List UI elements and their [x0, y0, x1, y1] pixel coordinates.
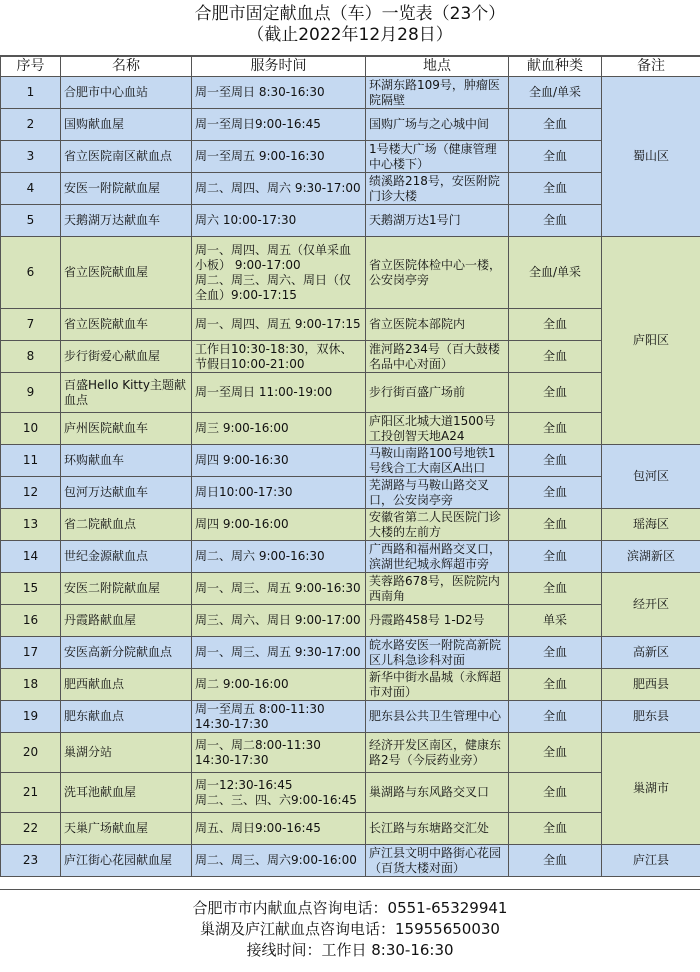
- point-location: 安徽省第二人民医院门诊大楼的左前方: [366, 509, 509, 541]
- service-time: 周四 9:00-16:00: [192, 509, 366, 541]
- service-time: 周二 9:00-16:00: [192, 669, 366, 701]
- table-row: [1, 669, 700, 701]
- point-location: 庐阳区北城大道1500号工投创智天地A24: [366, 413, 509, 445]
- district-cell: 庐阳区: [602, 237, 700, 445]
- service-time: 周一、周三、周五 9:00-16:30: [192, 573, 366, 605]
- donation-type: 全血: [509, 733, 602, 773]
- point-location: 芜湖路与马鞍山路交叉口，公安岗亭旁: [366, 477, 509, 509]
- table-row: [1, 541, 700, 573]
- donation-type: 全血: [509, 813, 602, 845]
- service-time: 周一、周二8:00-11:30 14:30-17:30: [192, 733, 366, 773]
- row-number: 19: [1, 701, 61, 733]
- donation-type: 全血: [509, 541, 602, 573]
- district-cell: 肥西县: [602, 669, 700, 701]
- row-number: 20: [1, 733, 61, 773]
- point-name: 世纪金源献血点: [61, 541, 192, 573]
- donation-type: 全血: [509, 445, 602, 477]
- row-number: 9: [1, 373, 61, 413]
- point-location: 步行街百盛广场前: [366, 373, 509, 413]
- row-number: 7: [1, 309, 61, 341]
- point-name: 安医高新分院献血点: [61, 637, 192, 669]
- row-number: 14: [1, 541, 61, 573]
- donation-type: 全血: [509, 669, 602, 701]
- service-time: 工作日10:30-18:30，双休、节假日10:00-21:00: [192, 341, 366, 373]
- donation-points-table: [0, 56, 700, 877]
- table-row: [1, 109, 700, 141]
- point-location: 巢湖路与东风路交叉口: [366, 773, 509, 813]
- donation-type: 全血: [509, 173, 602, 205]
- point-location: 国购广场与之心城中间: [366, 109, 509, 141]
- district-cell: 庐江县: [602, 845, 700, 877]
- point-name: 庐州医院献血车: [61, 413, 192, 445]
- table-row: [1, 773, 700, 813]
- service-time: 周一、周三、周五 9:30-17:00: [192, 637, 366, 669]
- table-row: [1, 77, 700, 109]
- table-row: [1, 205, 700, 237]
- table-row: [1, 237, 700, 309]
- point-name: 肥东献血点: [61, 701, 192, 733]
- donation-type: 全血/单采: [509, 77, 602, 109]
- table-row: [1, 373, 700, 413]
- service-time: 周二、周三、周六9:00-16:00: [192, 845, 366, 877]
- point-location: 省立医院本部院内: [366, 309, 509, 341]
- donation-type: 全血: [509, 477, 602, 509]
- service-time: 周二、周四、周六 9:30-17:00: [192, 173, 366, 205]
- row-number: 15: [1, 573, 61, 605]
- point-location: 1号楼大广场（健康管理中心楼下）: [366, 141, 509, 173]
- district-cell: 肥东县: [602, 701, 700, 733]
- point-location: 天鹅湖万达1号门: [366, 205, 509, 237]
- row-number: 11: [1, 445, 61, 477]
- row-number: 1: [1, 77, 61, 109]
- table-row: [1, 309, 700, 341]
- row-number: 17: [1, 637, 61, 669]
- district-cell: 高新区: [602, 637, 700, 669]
- table-row: [1, 701, 700, 733]
- point-name: 庐江街心花园献血屋: [61, 845, 192, 877]
- table-row: [1, 605, 700, 637]
- point-name: 省二院献血点: [61, 509, 192, 541]
- point-location: 新华中街水晶城（永辉超市对面）: [366, 669, 509, 701]
- point-name: 步行街爱心献血屋: [61, 341, 192, 373]
- col-header-name: 名称: [61, 57, 192, 77]
- row-number: 18: [1, 669, 61, 701]
- donation-type: 全血: [509, 773, 602, 813]
- chaohu-lujiang-hotline: 巢湖及庐江献血点咨询电话：15955650030: [200, 920, 500, 938]
- table-row: [1, 413, 700, 445]
- point-location: 环湖东路109号，肿瘤医院隔壁: [366, 77, 509, 109]
- point-location: 广西路和福州路交叉口，滨湖世纪城永辉超市旁: [366, 541, 509, 573]
- donation-type: 全血: [509, 413, 602, 445]
- service-time: 周三、周六、周日 9:00-17:00: [192, 605, 366, 637]
- point-location: 肥东县公共卫生管理中心: [366, 701, 509, 733]
- point-location: 淮河路234号（百大鼓楼名品中心对面）: [366, 341, 509, 373]
- point-name: 天巢广场献血屋: [61, 813, 192, 845]
- donation-type: 全血: [509, 205, 602, 237]
- service-time: 周四 9:00-16:30: [192, 445, 366, 477]
- point-location: 省立医院体检中心一楼，公安岗亭旁: [366, 237, 509, 309]
- row-number: 16: [1, 605, 61, 637]
- donation-type: 全血: [509, 373, 602, 413]
- point-name: 天鹅湖万达献血车: [61, 205, 192, 237]
- donation-type: 全血: [509, 309, 602, 341]
- point-location: 皖水路安医一附院高新院区儿科急诊科对面: [366, 637, 509, 669]
- service-time: 周二、周六 9:00-16:30: [192, 541, 366, 573]
- service-time: 周一、周四、周五 9:00-17:15: [192, 309, 366, 341]
- row-number: 23: [1, 845, 61, 877]
- district-cell: 蜀山区: [602, 77, 700, 237]
- service-time: 周六 10:00-17:30: [192, 205, 366, 237]
- row-number: 2: [1, 109, 61, 141]
- district-cell: 巢湖市: [602, 733, 700, 845]
- col-header-number: 序号: [1, 57, 61, 77]
- donation-type: 全血: [509, 141, 602, 173]
- point-name: 丹霞路献血屋: [61, 605, 192, 637]
- district-cell: 瑶海区: [602, 509, 700, 541]
- service-time: 周一至周日 8:30-16:30: [192, 77, 366, 109]
- row-number: 4: [1, 173, 61, 205]
- page-title: 合肥市固定献血点（车）一览表（23个）: [194, 4, 506, 24]
- point-location: 丹霞路458号 1-D2号: [366, 605, 509, 637]
- row-number: 6: [1, 237, 61, 309]
- donation-type: 全血: [509, 109, 602, 141]
- point-location: 庐江县文明中路街心花园（百货大楼对面）: [366, 845, 509, 877]
- district-cell: 滨湖新区: [602, 541, 700, 573]
- service-time: 周五、周日9:00-16:45: [192, 813, 366, 845]
- point-name: 国购献血屋: [61, 109, 192, 141]
- point-name: 安医一附院献血屋: [61, 173, 192, 205]
- district-cell: 经开区: [602, 573, 700, 637]
- city-hotline: 合肥市市内献血点咨询电话：0551-65329941: [192, 899, 508, 917]
- point-name: 巢湖分站: [61, 733, 192, 773]
- donation-type: 全血/单采: [509, 237, 602, 309]
- contact-footer: [0, 889, 700, 972]
- page-subtitle: （截止2022年12月28日）: [247, 25, 453, 45]
- row-number: 8: [1, 341, 61, 373]
- point-location: 经济开发区南区，健康东路2号（今辰药业旁）: [366, 733, 509, 773]
- col-header-district: 备注: [602, 57, 700, 77]
- point-location: 长江路与东塘路交汇处: [366, 813, 509, 845]
- row-number: 13: [1, 509, 61, 541]
- table-header-row: [1, 57, 700, 77]
- row-number: 10: [1, 413, 61, 445]
- table-row: [1, 477, 700, 509]
- service-time: 周三 9:00-16:00: [192, 413, 366, 445]
- district-cell: 包河区: [602, 445, 700, 509]
- donation-type: 全血: [509, 509, 602, 541]
- point-location: 芙蓉路678号，医院院内西南角: [366, 573, 509, 605]
- point-name: 省立医院献血车: [61, 309, 192, 341]
- row-number: 22: [1, 813, 61, 845]
- table-row: [1, 509, 700, 541]
- point-name: 省立医院南区献血点: [61, 141, 192, 173]
- col-header-type: 献血种类: [509, 57, 602, 77]
- donation-type: 全血: [509, 845, 602, 877]
- table-row: [1, 845, 700, 877]
- point-name: 包河万达献血车: [61, 477, 192, 509]
- point-name: 百盛Hello Kitty主题献血点: [61, 373, 192, 413]
- table-row: [1, 733, 700, 773]
- service-time: 周一、周四、周五（仅单采血小板） 9:00-17:00 周二、周三、周六、周日（仅全血）9:00-17:15: [192, 237, 366, 309]
- donation-type: 全血: [509, 637, 602, 669]
- service-time: 周一至周五 8:00-11:30 14:30-17:30: [192, 701, 366, 733]
- table-row: [1, 141, 700, 173]
- service-time: 周日10:00-17:30: [192, 477, 366, 509]
- table-row: [1, 341, 700, 373]
- service-time: 周一至周五 9:00-16:30: [192, 141, 366, 173]
- donation-type: 全血: [509, 341, 602, 373]
- service-time: 周一至周日 11:00-19:00: [192, 373, 366, 413]
- point-name: 安医二附院献血屋: [61, 573, 192, 605]
- col-header-location: 地点: [366, 57, 509, 77]
- table-row: [1, 573, 700, 605]
- row-number: 21: [1, 773, 61, 813]
- table-row: [1, 445, 700, 477]
- point-name: 洗耳池献血屋: [61, 773, 192, 813]
- point-name: 肥西献血点: [61, 669, 192, 701]
- point-location: 绩溪路218号，安医附院门诊大楼: [366, 173, 509, 205]
- row-number: 3: [1, 141, 61, 173]
- row-number: 12: [1, 477, 61, 509]
- service-time: 周一至周日9:00-16:45: [192, 109, 366, 141]
- point-location: 马鞍山南路100号地铁1号线合工大南区A出口: [366, 445, 509, 477]
- service-hours: 接线时间：工作日 8:30-16:30: [246, 941, 454, 959]
- point-name: 省立医院献血屋: [61, 237, 192, 309]
- table-row: [1, 813, 700, 845]
- donation-type: 全血: [509, 573, 602, 605]
- point-name: 合肥市中心血站: [61, 77, 192, 109]
- point-name: 环购献血车: [61, 445, 192, 477]
- service-time: 周一12:30-16:45 周二、三、四、六9:00-16:45: [192, 773, 366, 813]
- donation-type: 单采: [509, 605, 602, 637]
- row-number: 5: [1, 205, 61, 237]
- table-row: [1, 637, 700, 669]
- title-block: [0, 0, 700, 56]
- donation-type: 全血: [509, 701, 602, 733]
- table-row: [1, 173, 700, 205]
- col-header-time: 服务时间: [192, 57, 366, 77]
